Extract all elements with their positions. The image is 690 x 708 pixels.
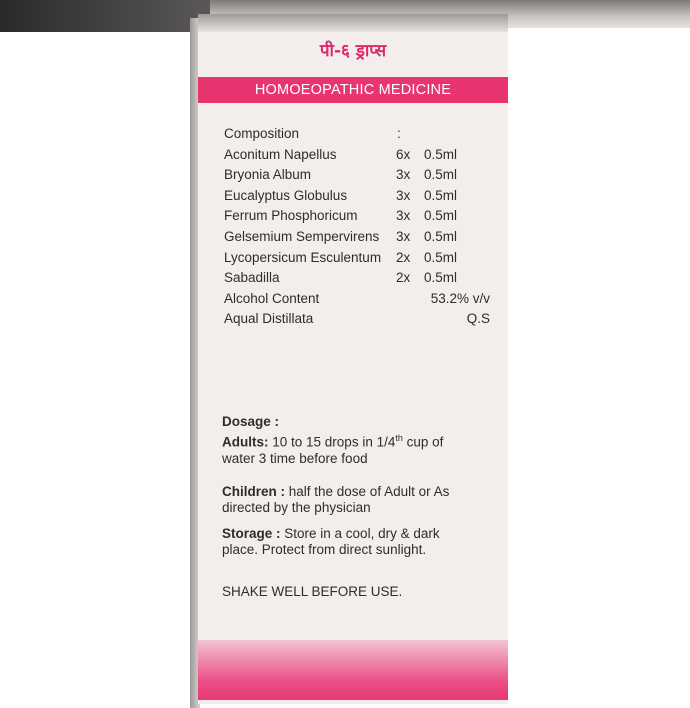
adults-label: Adults:	[222, 434, 269, 450]
brand-title: पी-६ ड्राप्स	[319, 41, 387, 61]
composition-table	[224, 126, 490, 332]
children-label: Children :	[222, 484, 285, 499]
ingredient-name: Lycopersicum Esculentum	[224, 249, 382, 265]
aqua-value: Q.S	[466, 311, 490, 327]
alcohol-value: 53.2% v/v	[430, 290, 490, 306]
ingredient-potency: 3x	[396, 208, 411, 224]
table-row	[224, 208, 490, 229]
ingredient-quantity: 0.5ml	[424, 228, 458, 244]
alcohol-row	[224, 291, 490, 312]
ingredient-name: Eucalyptus Globulus	[224, 187, 348, 203]
composition-colon: :	[397, 126, 401, 141]
composition-header: Composition	[224, 126, 300, 141]
ingredient-potency: 3x	[396, 167, 411, 183]
ingredient-name: Sabadilla	[224, 270, 280, 286]
ingredient-name: Ferrum Phosphoricum	[224, 208, 358, 224]
ingredient-quantity: 0.5ml	[424, 270, 458, 286]
category-band	[198, 77, 508, 103]
dosage-heading: Dosage :	[222, 414, 280, 429]
ingredient-quantity: 0.5ml	[424, 249, 458, 265]
ingredient-potency: 2x	[396, 249, 411, 265]
category-label: HOMOEOPATHIC MEDICINE	[254, 82, 452, 98]
storage-section: Storage : Store in a cool, dry & dark place. Protect from direct sunlight.	[222, 526, 440, 557]
table-row	[224, 250, 490, 271]
storage-label: Storage :	[222, 526, 281, 541]
children-section: Children : half the dose of Adult or As directed by the physician	[222, 484, 450, 515]
table-row	[224, 188, 490, 209]
box-top-flap	[0, 0, 210, 32]
product-box-side-panel	[198, 14, 508, 704]
ingredient-potency: 2x	[396, 270, 411, 286]
adults-line-2: water 3 time before food	[222, 450, 368, 466]
aqua-label: Aqual Distillata	[224, 311, 314, 327]
table-row	[224, 270, 490, 291]
ingredient-quantity: 0.5ml	[424, 167, 458, 183]
ingredient-name: Bryonia Album	[224, 167, 312, 183]
box-top-shadow	[198, 14, 508, 32]
box-bottom-pink-band	[198, 640, 508, 700]
table-row	[224, 147, 490, 168]
shake-warning: SHAKE WELL BEFORE USE.	[222, 584, 403, 599]
ingredient-quantity: 0.5ml	[424, 146, 458, 162]
aqua-row	[224, 311, 490, 332]
table-row	[224, 167, 490, 188]
adults-line-1: Adults: 10 to 15 drops in 1/4th cup of	[222, 433, 444, 450]
composition-header-row	[224, 126, 490, 147]
ingredient-quantity: 0.5ml	[424, 208, 458, 224]
ingredient-name: Gelsemium Sempervirens	[224, 228, 380, 244]
ingredient-potency: 6x	[396, 146, 411, 162]
ingredient-quantity: 0.5ml	[424, 187, 458, 203]
alcohol-label: Alcohol Content	[224, 290, 320, 306]
ingredient-name: Aconitum Napellus	[224, 146, 337, 162]
table-row	[224, 229, 490, 250]
ingredient-potency: 3x	[396, 187, 411, 203]
ingredient-potency: 3x	[396, 228, 411, 244]
dosage-section	[222, 414, 502, 467]
